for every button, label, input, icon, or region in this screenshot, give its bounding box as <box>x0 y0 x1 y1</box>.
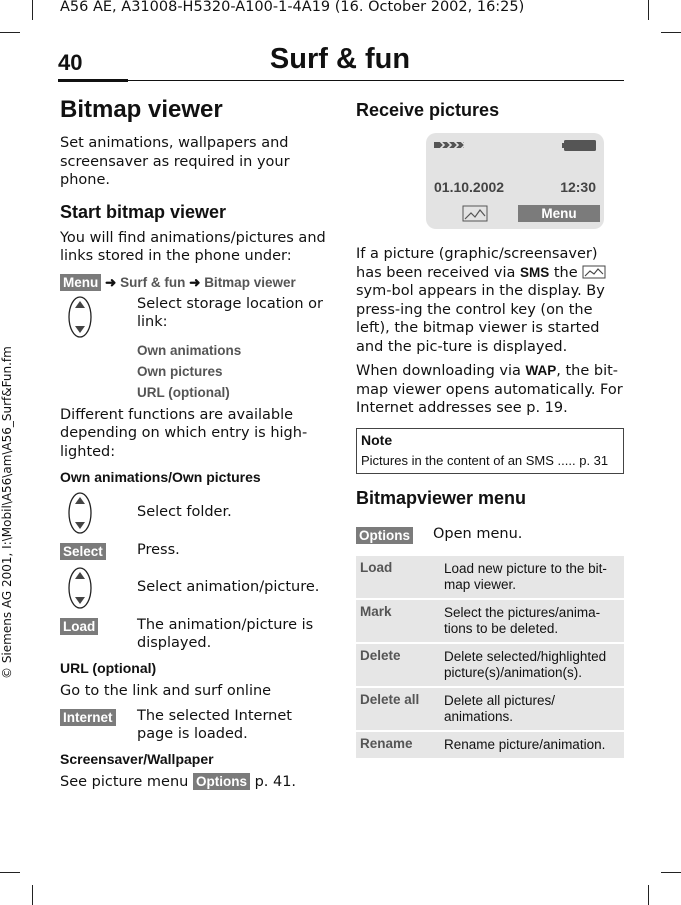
table-desc: Delete selected/highlighted picture(s)/animation(s). <box>444 648 607 680</box>
instruction-text: Select folder. <box>137 504 232 520</box>
instruction-text: Select animation/picture. <box>137 579 320 595</box>
copyright-sidebar: © Siemens AG 2001, I:\Mobil\A56\am\A56_Surf&Fun.fm <box>0 346 14 679</box>
instruction-text: The animation/picture is displayed. <box>137 617 314 651</box>
instruction-text: Select storage location or link: <box>137 295 324 330</box>
menu-table <box>356 556 624 760</box>
table-desc: Load new picture to the bit-map viewer. <box>444 560 607 592</box>
table-desc: Rename picture/animation. <box>444 736 606 752</box>
instruction-text: The selected Internet page is loaded. <box>137 707 292 742</box>
text-span: p. 41. <box>254 773 297 790</box>
table-row <box>356 688 624 732</box>
crop-mark <box>661 32 681 33</box>
functions-text: Different functions are available depending on which entry is high-lighted: <box>60 406 308 460</box>
table-desc: Select the pictures/anima-tions to be deleted. <box>444 604 601 636</box>
sms-keyword: SMS <box>520 264 550 280</box>
signal-strength-icon <box>434 139 470 151</box>
load-softkey: Load <box>60 618 98 635</box>
option-item: URL (optional) <box>137 384 230 400</box>
table-row <box>356 732 624 760</box>
crop-mark <box>0 32 20 33</box>
display-time: 12:30 <box>560 179 596 195</box>
select-softkey: Select <box>60 543 106 560</box>
battery-icon <box>562 139 596 151</box>
table-key: Delete all <box>360 691 420 707</box>
wap-text <box>356 362 624 418</box>
option-item: Own animations <box>137 342 242 358</box>
crop-mark <box>32 0 33 20</box>
internet-softkey: Internet <box>60 709 116 726</box>
table-row <box>356 556 624 600</box>
wap-keyword: WAP <box>525 363 557 378</box>
left-column <box>60 96 326 797</box>
text-span: , the bit-map viewer opens automatically. For Internet addresses see p. 19. <box>356 363 623 416</box>
instruction-row <box>60 541 326 560</box>
subsection-heading: Bitmapviewer menu <box>356 487 527 508</box>
crop-mark <box>32 885 33 905</box>
subsection-heading: Receive pictures <box>356 100 500 120</box>
note-text: Pictures in the content of an SMS ..... p. 31 <box>361 452 609 468</box>
instruction-row <box>60 566 326 610</box>
received-text <box>356 245 624 356</box>
control-key-icon <box>66 295 94 339</box>
crop-mark <box>648 885 649 905</box>
header-rule <box>58 79 128 82</box>
options-softkey: Options <box>193 773 250 790</box>
screensaver-text <box>60 773 326 792</box>
instruction-row <box>60 616 326 652</box>
phone-display <box>426 133 604 229</box>
display-date: 01.10.2002 <box>434 179 505 195</box>
crop-mark <box>661 872 681 873</box>
note-title: Note <box>361 431 393 448</box>
text-span: sym-bol appears in the display. By press-ing the control key (on the left), the bitmap viewer is started and the pic-ture is displayed. <box>356 283 605 355</box>
section-title: Bitmap viewer <box>60 96 223 123</box>
picture-icon <box>582 265 606 279</box>
subsection-heading: Own animations/Own pictures <box>60 469 261 485</box>
menu-path-item: Bitmap viewer <box>204 274 296 290</box>
instruction-row <box>356 525 624 544</box>
subsection-heading: URL (optional) <box>60 660 157 676</box>
text-span: If a picture (graphic/screensaver) has been received via <box>356 246 598 281</box>
table-desc: Delete all pictures/ animations. <box>444 692 556 724</box>
crop-mark <box>0 872 20 873</box>
table-key: Mark <box>360 603 392 619</box>
page-title: Surf & fun <box>269 43 411 75</box>
table-key: Load <box>360 559 393 575</box>
table-row <box>356 600 624 644</box>
options-softkey: Options <box>356 527 413 544</box>
control-key-icon <box>66 491 94 535</box>
menu-path-item: Surf & fun <box>120 274 186 290</box>
table-row <box>356 644 624 688</box>
text-span: When downloading via <box>356 363 521 379</box>
note-box <box>356 428 624 474</box>
table-key: Rename <box>360 735 413 751</box>
intro-text: Set animations, wallpapers and screensaver as required in your phone. <box>60 135 290 188</box>
print-header: A56 AE, A31008-H5320-A100-1-4A19 (16. October 2002, 16:25) <box>60 0 525 15</box>
instruction-text: Press. <box>137 542 180 558</box>
instruction-row <box>60 491 326 535</box>
arrow-right-icon: ➜ <box>105 274 117 290</box>
table-key: Delete <box>360 647 401 663</box>
text-span: See picture menu <box>60 773 189 790</box>
instruction-row <box>60 295 326 339</box>
url-text: Go to the link and surf online <box>60 683 272 699</box>
page-number: 40 <box>58 50 83 75</box>
instruction-text: Open menu. <box>433 525 523 542</box>
text-span: the <box>553 264 578 281</box>
right-column <box>356 96 624 760</box>
display-menu-softkey: Menu <box>518 205 600 222</box>
option-item: Own pictures <box>137 363 223 379</box>
picture-received-icon <box>462 205 488 222</box>
subsection-heading: Screensaver/Wallpaper <box>60 750 214 767</box>
menu-path <box>60 274 326 291</box>
arrow-right-icon: ➜ <box>189 274 201 290</box>
instruction-row <box>60 707 326 743</box>
control-key-icon <box>66 566 94 610</box>
start-text: You will find animations/pictures and links stored in the phone under: <box>60 229 326 264</box>
subsection-heading: Start bitmap viewer <box>60 201 227 222</box>
menu-softkey: Menu <box>60 274 101 291</box>
header-rule <box>128 80 624 81</box>
